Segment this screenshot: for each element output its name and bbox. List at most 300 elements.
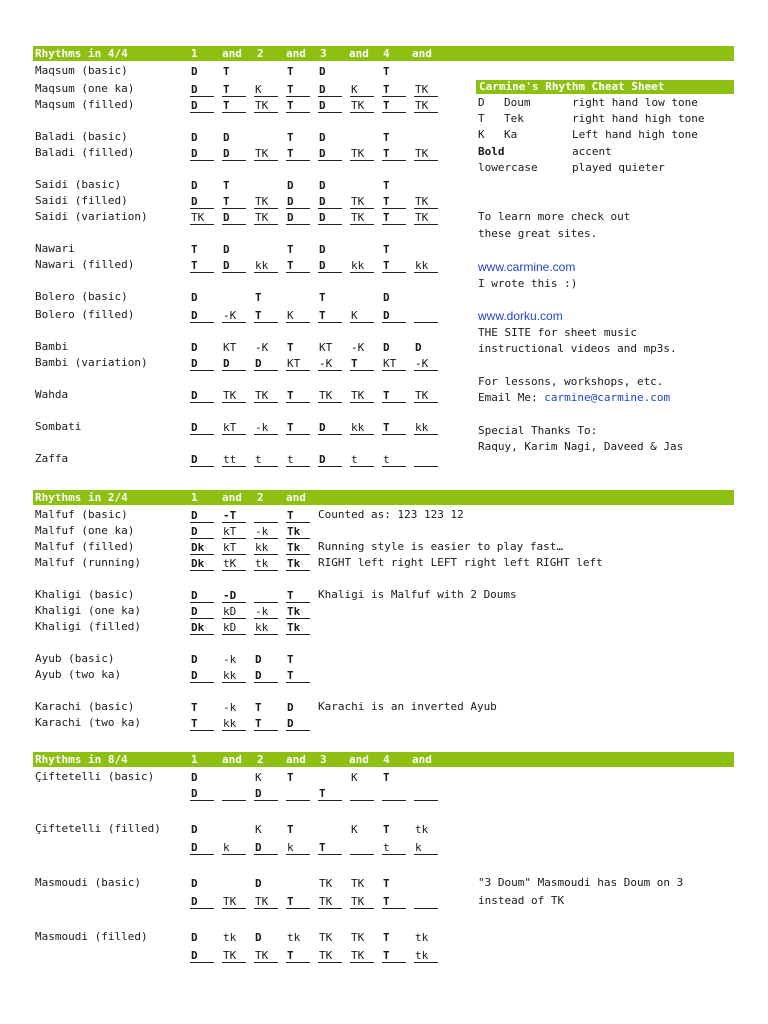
cheat-sheet-title: Carmine's Rhythm Cheat Sheet [479,80,665,93]
beat-cell: T [286,99,310,113]
beat-cell: D [222,259,246,273]
beat-cell: k [286,841,310,855]
rhythm-label: Khaligi (filled) [35,620,141,633]
legend-symbol: lowercase [478,161,538,174]
beat-cell: kk [222,669,246,683]
beat-cell: T [382,195,406,209]
beat-cell: TK [351,877,365,890]
beat-header: 3 [320,753,327,766]
rhythm-label: Saidi (filled) [35,194,128,207]
beat-cell: kk [254,259,278,273]
rhythm-note: Counted as: 123 123 12 [318,508,464,521]
beat-cell: T [382,211,406,225]
rhythm-label: Sombati [35,420,82,433]
legend-symbol: D [478,96,485,109]
beat-cell: -K [351,341,365,354]
beat-cell: D [190,83,214,97]
beat-cell: T [287,341,294,354]
beat-cell: kk [254,541,278,555]
beat-cell: K [286,309,310,323]
beat-cell [414,877,438,891]
beat-cell: D [319,65,326,78]
beat-cell: TK [318,389,342,403]
beat-cell [414,291,438,305]
beat-cell: D [191,877,198,890]
beat-cell: Tk [286,605,310,619]
beat-cell: T [286,895,310,909]
legend-row-ka [478,128,698,142]
rhythm-label: Çiftetelli (filled) [35,822,161,835]
beat-cell: D [286,195,310,209]
rhythm-label: Masmoudi (filled) [35,930,148,943]
beat-cell: T [286,669,310,683]
beat-cell: TK [414,389,438,403]
beat-cell: T [255,291,262,304]
beat-cell: T [382,147,406,161]
legend-row-tek [478,112,704,126]
beat-cell: D [222,357,246,371]
beat-cell: -K [318,357,342,371]
beat-cell: T [191,701,198,714]
beat-cell: t [350,453,374,467]
beat-header: and [286,491,306,504]
rhythm-note: Running style is easier to play fast… [318,540,564,553]
beat-cell: K [350,83,374,97]
beat-cell: D [255,931,262,944]
rhythm-label: Maqsum (filled) [35,98,135,111]
dorku-site-note-2: instructional videos and mp3s. [478,342,677,355]
legend-name: Doum [504,96,531,109]
beat-cell: D [190,453,214,467]
beat-cell [414,309,438,323]
beat-cell: T [286,509,310,523]
beat-cell: -k [223,653,237,666]
rhythm-label: Bolero (filled) [35,308,135,321]
rhythm-label: Saidi (basic) [35,178,122,191]
beat-cell: T [223,179,230,192]
beat-header: 1 [191,491,198,504]
legend-name: Tek [504,112,524,125]
legend-desc: right hand low tone [572,96,698,109]
beat-cell: TK [414,195,438,209]
rhythm-label: Khaligi (one ka) [35,604,141,617]
beat-cell [350,787,374,801]
beat-cell: D [318,259,342,273]
beat-header: 2 [257,491,264,504]
beat-cell: TK [254,211,278,225]
rhythm-label: Maqsum (basic) [35,64,128,77]
beat-cell: -D [222,589,246,603]
rhythm-label: Karachi (two ka) [35,716,141,729]
beat-cell [222,877,246,891]
email-label: Email Me: [478,391,538,404]
beat-header: 1 [191,47,198,60]
beat-cell: D [318,211,342,225]
email-link[interactable]: carmine@carmine.com [544,391,671,404]
beat-cell [414,787,438,801]
beat-cell: Dk [190,557,214,571]
beat-cell: D [222,147,246,161]
section-title: Rhythms in 2/4 [35,491,128,504]
beat-header: and [349,753,369,766]
beat-cell: T [254,309,278,323]
beat-header: 1 [191,753,198,766]
beat-cell: tk [287,931,301,944]
rhythm-label: Ayub (two ka) [35,668,122,681]
beat-cell: T [286,949,310,963]
beat-cell: TK [350,389,374,403]
beat-cell: kk [414,259,438,273]
beat-cell: TK [222,949,246,963]
beat-cell: T [191,243,198,256]
beat-header: and [222,491,242,504]
beat-cell: -k [223,701,237,714]
beat-header: 4 [383,47,390,60]
beat-cell: kT [222,421,246,435]
beat-cell [222,823,246,837]
beat-cell: KT [319,341,333,354]
beat-cell: D [190,509,214,523]
beat-cell: T [383,877,390,890]
beat-cell: D [190,357,214,371]
beat-header: 4 [383,753,390,766]
rhythm-label: Wahda [35,388,69,401]
rhythm-note: RIGHT left right LEFT right left RIGHT left [318,556,603,569]
beat-cell: T [286,389,310,403]
beat-cell: T [382,421,406,435]
beat-cell: D [254,841,278,855]
beat-cell: D [318,421,342,435]
lessons-text: For lessons, workshops, etc. [478,375,664,388]
beat-cell: D [318,83,342,97]
beat-cell: T [190,259,214,273]
beat-header: and [412,47,432,60]
dorku-site-link[interactable]: www.dorku.com [478,309,563,323]
beat-cell: t [286,453,310,467]
beat-cell [350,291,374,305]
beat-cell: D [191,771,198,784]
legend-desc: accent [572,145,612,158]
beat-cell: kk [350,259,374,273]
rhythm-label: Baladi (filled) [35,146,135,159]
beat-cell: TK [351,931,365,944]
beat-cell: Tk [286,557,310,571]
beat-cell [254,243,278,257]
section-header-bar [33,752,734,767]
beat-cell: T [383,243,390,256]
beat-cell: D [254,787,278,801]
legend-desc: Left hand high tone [572,128,698,141]
beat-header: 2 [257,47,264,60]
legend-row-bold [478,145,612,159]
beat-cell: D [223,243,230,256]
beat-cell [414,131,438,145]
beat-cell: T [190,717,214,731]
beat-cell: D [191,653,198,666]
beat-cell: T [287,243,294,256]
beat-cell: T [286,421,310,435]
beat-cell: tk [414,949,438,963]
beat-header: and [286,47,306,60]
beat-cell: k [414,841,438,855]
beat-cell [254,589,278,603]
rhythm-note: Khaligi is Malfuf with 2 Doums [318,588,517,601]
beat-cell: TK [254,195,278,209]
beat-cell [382,787,406,801]
beat-cell: TK [350,211,374,225]
beat-cell: kk [350,421,374,435]
beat-cell: D [191,65,198,78]
beat-cell [414,243,438,257]
beat-cell: T [287,131,294,144]
beat-cell: -K [222,309,246,323]
rhythm-label: Bambi [35,340,69,353]
cheat-sheet-header [476,80,734,94]
beat-cell: TK [350,147,374,161]
beat-header: 2 [257,753,264,766]
beat-cell: TK [254,147,278,161]
beat-cell [414,453,438,467]
beat-cell [318,823,342,837]
beat-cell: T [318,841,342,855]
beat-cell: TK [318,949,342,963]
beat-cell: T [287,771,294,784]
beat-cell [254,131,278,145]
beat-cell: D [286,211,310,225]
rhythm-label: Nawari (filled) [35,258,135,271]
beat-cell: T [319,291,326,304]
beat-cell: T [286,589,310,603]
beat-cell: D [415,341,422,354]
beat-cell: KT [223,341,237,354]
section-header-bar [33,490,734,505]
beat-cell: kT [222,525,246,539]
beat-cell: D [318,99,342,113]
rhythm-label: Malfuf (filled) [35,540,135,553]
rhythm-label: Masmoudi (basic) [35,876,141,889]
beat-cell: Dk [190,621,214,635]
beat-cell [414,895,438,909]
beat-cell: kk [254,621,278,635]
beat-cell: D [191,341,198,354]
beat-cell: D [318,453,342,467]
beat-cell: tk [415,823,429,836]
beat-cell [350,243,374,257]
beat-cell [286,291,310,305]
carmine-site-note: I wrote this :) [478,277,578,290]
beat-cell: T [383,931,390,944]
beat-cell: TK [254,895,278,909]
beat-cell [414,65,438,79]
beat-cell: KT [286,357,310,371]
rhythm-label: Nawari [35,242,75,255]
beat-cell: D [254,669,278,683]
beat-cell: D [191,131,198,144]
legend-symbol: T [478,112,485,125]
beat-cell [254,509,278,523]
beat-cell: -T [222,509,246,523]
beat-cell: D [191,179,198,192]
dorku-site-note-1: THE SITE for sheet music [478,326,637,339]
beat-cell [222,771,246,785]
beat-cell: D [254,357,278,371]
beat-cell [222,787,246,801]
beat-cell: kD [222,605,246,619]
beat-cell [254,179,278,193]
beat-cell: D [255,653,262,666]
beat-cell: K [350,309,374,323]
beat-cell: TK [222,895,246,909]
beat-cell: D [222,211,246,225]
beat-cell: T [222,99,246,113]
beat-cell: D [382,309,406,323]
beat-cell: TK [319,931,333,944]
beat-cell: Tk [286,621,310,635]
legend-row-doum [478,96,698,110]
beat-cell [414,179,438,193]
beat-cell: K [255,771,262,784]
beat-cell: T [382,259,406,273]
section-title: Rhythms in 4/4 [35,47,128,60]
beat-cell: TK [254,99,278,113]
beat-cell: t [382,453,406,467]
legend-symbol: K [478,128,485,141]
beat-cell [318,771,342,785]
beat-cell: D [223,131,230,144]
rhythm-label: Malfuf (one ka) [35,524,135,537]
beat-cell: TK [222,389,246,403]
beat-cell: D [190,309,214,323]
learn-more-line-1: To learn more check out [478,210,631,223]
beat-cell: kk [414,421,438,435]
beat-header: and [222,47,242,60]
beat-cell: KT [382,357,406,371]
beat-cell: T [286,259,310,273]
beat-cell: Dk [190,541,214,555]
beat-cell: D [190,841,214,855]
beat-cell: T [286,83,310,97]
beat-cell: T [254,717,278,731]
beat-cell: D [190,589,214,603]
beat-cell: T [382,99,406,113]
beat-cell: D [190,949,214,963]
rhythm-note: instead of TK [478,894,565,907]
beat-cell: T [287,65,294,78]
beat-cell: kk [222,717,246,731]
carmine-site-link[interactable]: www.carmine.com [478,260,576,274]
beat-cell: tt [222,453,246,467]
rhythm-label: Karachi (basic) [35,700,135,713]
beat-cell: TK [350,895,374,909]
beat-cell [414,771,438,785]
beat-cell: -K [414,357,438,371]
beat-cell: T [350,357,374,371]
beat-cell: D [190,421,214,435]
section-header-bar [33,46,734,61]
beat-cell [350,841,374,855]
beat-cell: T [382,895,406,909]
legend-row-lowercase [478,161,665,175]
beat-cell: t [254,453,278,467]
beat-cell: K [351,771,358,784]
rhythm-label: Ayub (basic) [35,652,115,665]
beat-cell: T [222,195,246,209]
section-title: Rhythms in 8/4 [35,753,128,766]
thanks-line-1: Special Thanks To: [478,424,598,437]
beat-cell: T [255,701,262,714]
beat-cell: T [287,653,294,666]
rhythm-label: Maqsum (one ka) [35,82,135,95]
beat-cell: TK [414,211,438,225]
beat-cell: tK [222,557,246,571]
beat-cell: T [287,823,294,836]
beat-cell: K [254,83,278,97]
beat-cell: D [190,605,214,619]
beat-cell: tk [254,557,278,571]
beat-cell [254,65,278,79]
beat-cell: D [190,525,214,539]
beat-cell: D [190,895,214,909]
beat-cell: D [191,931,198,944]
rhythm-label: Çiftetelli (basic) [35,770,155,783]
beat-cell: Tk [286,541,310,555]
beat-cell: T [383,823,390,836]
rhythm-label: Khaligi (basic) [35,588,135,601]
beat-cell: TK [414,83,438,97]
rhythm-note: "3 Doum" Masmoudi has Doum on 3 [478,876,684,889]
beat-cell: D [318,195,342,209]
beat-cell: T [286,147,310,161]
rhythm-note: Karachi is an inverted Ayub [318,700,497,713]
beat-cell: TK [414,99,438,113]
rhythm-label: Saidi (variation) [35,210,148,223]
beat-cell: -K [255,341,269,354]
beat-cell: K [255,823,262,836]
beat-cell: D [255,877,262,890]
email-line [478,391,670,405]
beat-cell: D [191,823,198,836]
beat-cell: -k [254,605,278,619]
beat-header: and [286,753,306,766]
beat-cell: kD [222,621,246,635]
rhythm-label: Bambi (variation) [35,356,148,369]
beat-cell: D [319,131,326,144]
beat-cell: TK [350,949,374,963]
beat-cell: D [319,179,326,192]
rhythm-label: Malfuf (running) [35,556,141,569]
beat-cell: T [382,389,406,403]
beat-cell: T [383,771,390,784]
beat-header: and [222,753,242,766]
beat-cell: TK [318,895,342,909]
beat-cell: D [190,195,214,209]
beat-cell [222,291,246,305]
beat-cell: D [190,99,214,113]
legend-desc: played quieter [572,161,665,174]
learn-more-line-2: these great sites. [478,227,598,240]
beat-cell: TK [254,949,278,963]
beat-cell: -k [254,421,278,435]
beat-cell: TK [350,195,374,209]
beat-cell: Tk [286,525,310,539]
legend-desc: right hand high tone [572,112,705,125]
beat-cell: TK [319,877,333,890]
beat-cell: T [222,83,246,97]
beat-cell: K [351,823,358,836]
beat-cell: TK [190,211,214,225]
beat-header: and [412,753,432,766]
beat-header: 3 [320,47,327,60]
